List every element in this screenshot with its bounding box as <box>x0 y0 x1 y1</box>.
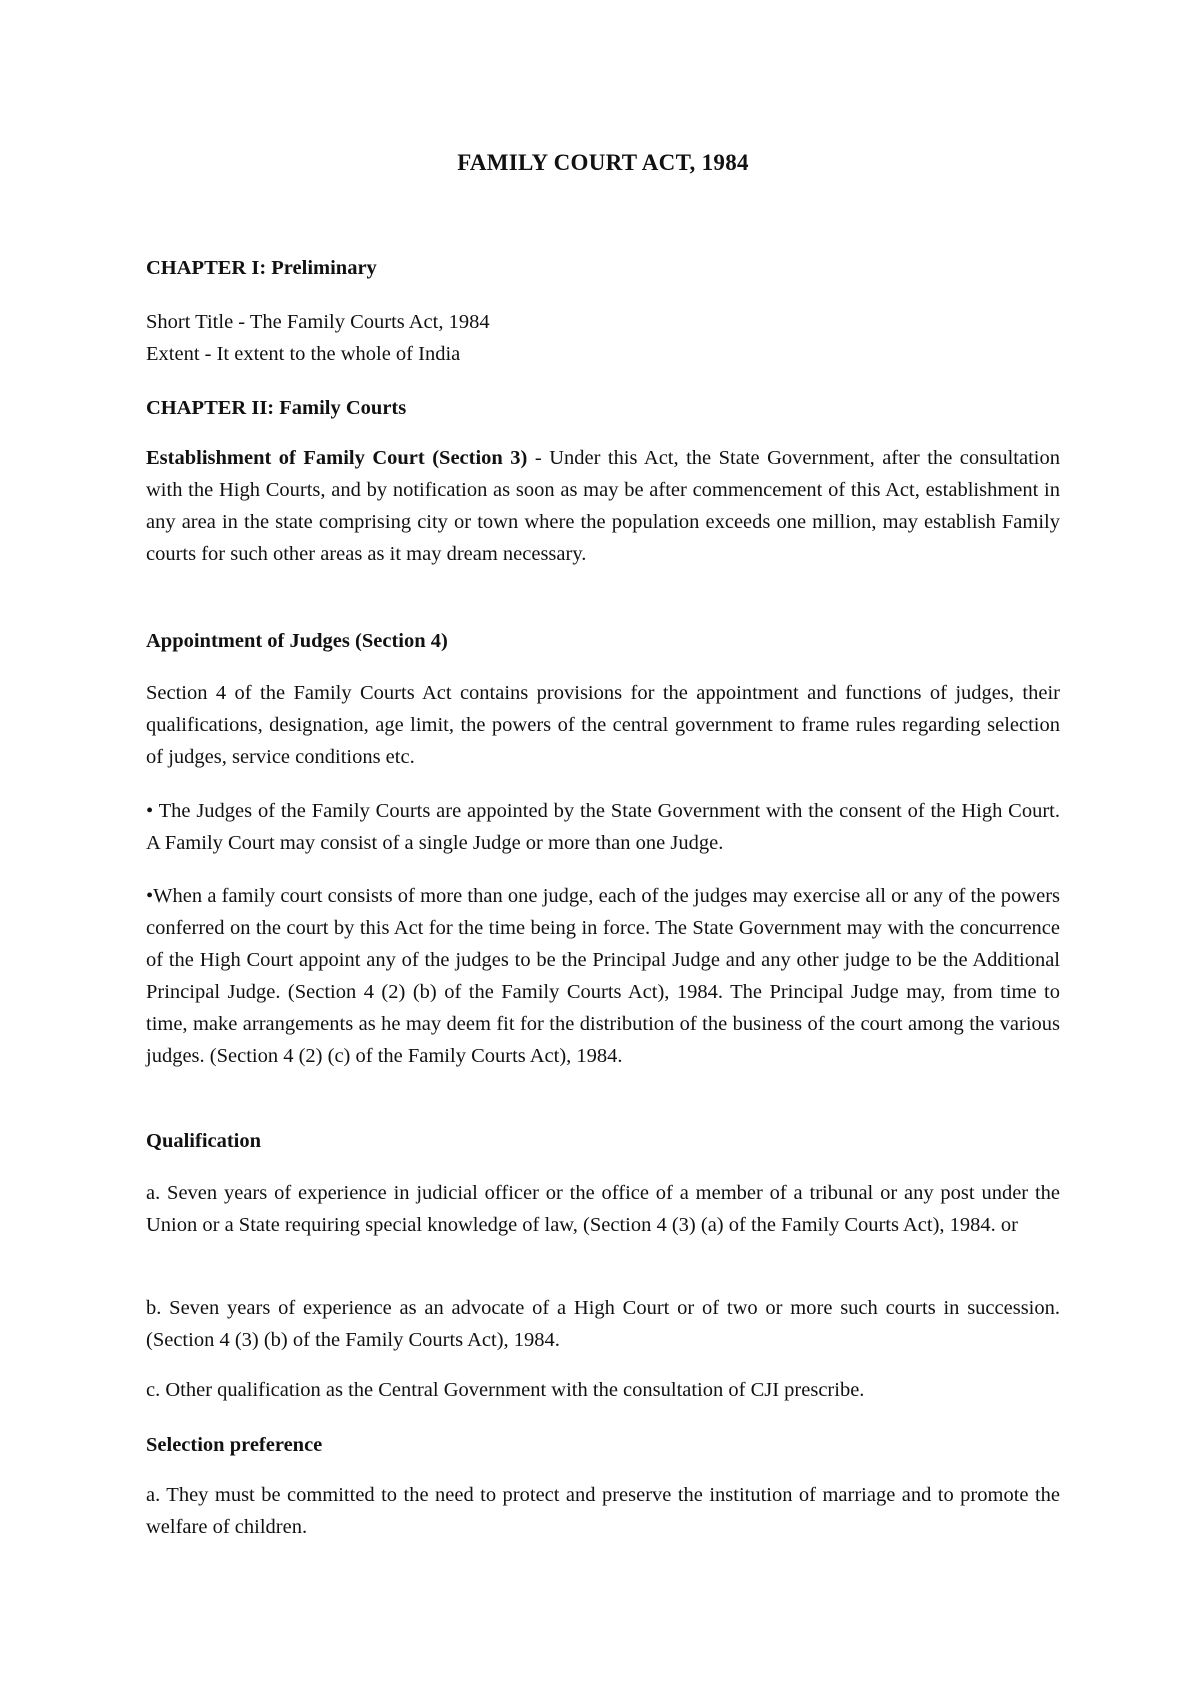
appointment-heading: Appointment of Judges (Section 4) <box>146 630 448 652</box>
appointment-bullet-2: •When a family court consists of more than one judge, each of the judges may exercise all or any of the powers conferred on the court by this Act for the time being in force. The State Government may with the concurrence of the High Court appoint any of the judges to be the Principal Judge and any other judge to be the Additional Principal Judge. (Section 4 (2) (b) of the Family Courts Act), 1984. The Principal Judge may, from time to time, make arrangements as he may deem fit for the distribution of the business of the court among the various judges. (Section 4 (2) (c) of the Family Courts Act), 1984. <box>146 885 1060 1067</box>
extent-line: Extent - It extent to the whole of India <box>146 343 461 365</box>
chapter-2-heading: CHAPTER II: Family Courts <box>146 397 407 419</box>
selection-a: a. They must be committed to the need to protect and preserve the institution of marriage and to promote the welfare of children. <box>146 1484 1060 1538</box>
qualification-b: b. Seven years of experience as an advocate of a High Court or of two or more such courts in succession. (Section 4 (3) (b) of the Family Courts Act), 1984. <box>146 1297 1060 1351</box>
document-title: FAMILY COURT ACT, 1984 <box>457 150 749 175</box>
establishment-paragraph <box>146 442 1060 570</box>
qualification-heading: Qualification <box>146 1130 262 1152</box>
establishment-lead: Establishment of Family Court (Section 3) <box>146 447 528 469</box>
appointment-bullet-1: • The Judges of the Family Courts are appointed by the State Government with the consent of the High Court. A Family Court may consist of a single Judge or more than one Judge. <box>146 800 1060 854</box>
chapter-1-heading: CHAPTER I: Preliminary <box>146 257 377 279</box>
qualification-a: a. Seven years of experience in judicial officer or the office of a member of a tribunal or any post under the Union or a State requiring special knowledge of law, (Section 4 (3) (a) of the Family Courts Act), 1984. or <box>146 1182 1060 1236</box>
appointment-paragraph: Section 4 of the Family Courts Act contains provisions for the appointment and functions of judges, their qualifications, designation, age limit, the powers of the central government to frame rules regarding selection of judges, service conditions etc. <box>146 682 1060 768</box>
establishment-body: - Under this Act, the State Government, after the consultation with the High Courts, and by notification as soon as may be after commencement of this Act, establishment in any area in the state comprising city or town where the population exceeds one million, may establish Family courts for such other areas as it may dream necessary. <box>146 447 1060 565</box>
selection-heading: Selection preference <box>146 1434 323 1456</box>
short-title-line: Short Title - The Family Courts Act, 1984 <box>146 311 490 333</box>
qualification-c: c. Other qualification as the Central Government with the consultation of CJI prescribe. <box>146 1379 865 1401</box>
